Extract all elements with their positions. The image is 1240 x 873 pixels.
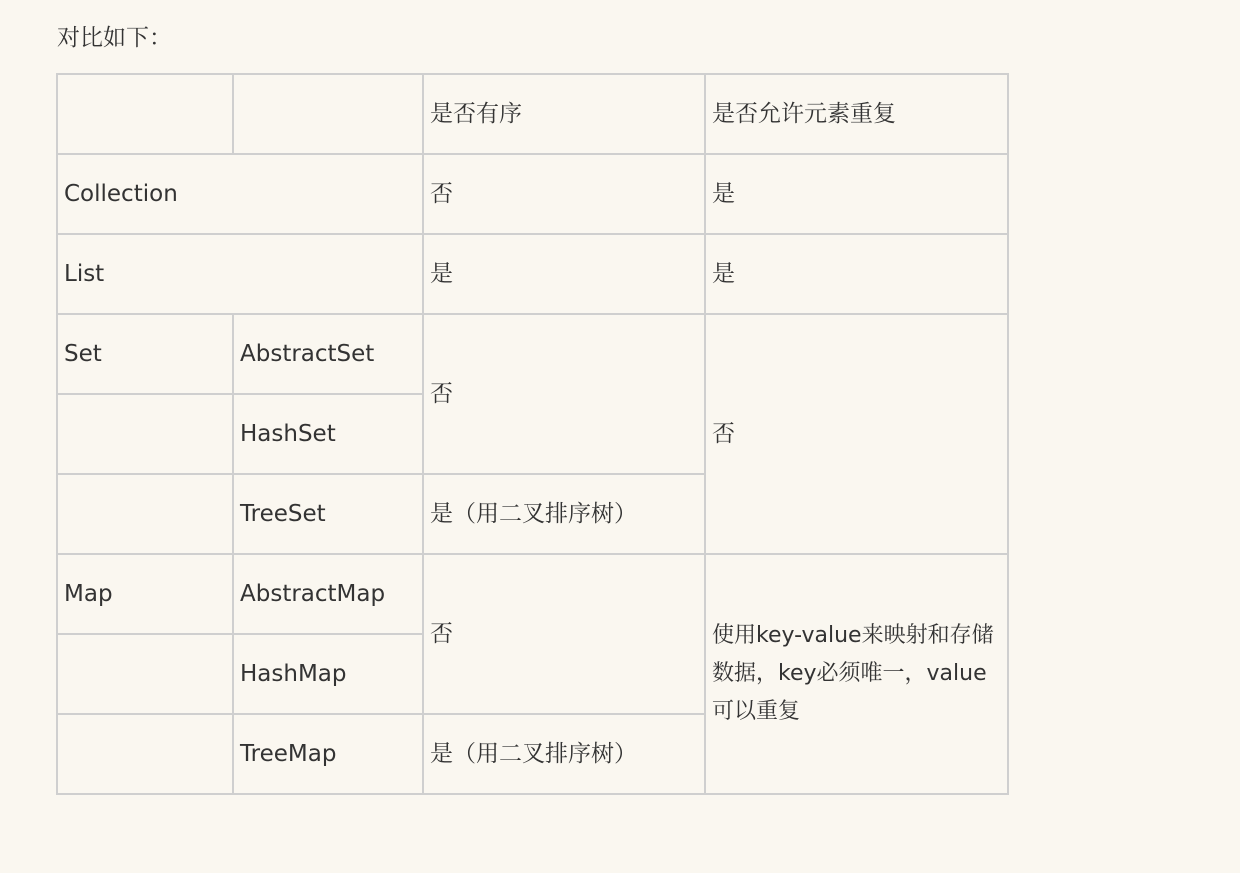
row-map-abstractmap: AbstractMap xyxy=(233,554,423,634)
comparison-table xyxy=(56,73,1009,795)
row-treeset-ordered: 是（用二叉排序树） xyxy=(423,474,705,554)
row-collection-ordered: 否 xyxy=(423,154,705,234)
header-empty-cell-1 xyxy=(57,74,233,154)
row-set-treeset: TreeSet xyxy=(233,474,423,554)
row-collection-name: Collection xyxy=(57,154,423,234)
row-set-ordered: 否 xyxy=(423,314,705,474)
intro-text: 对比如下： xyxy=(57,25,172,51)
row-map-ordered: 否 xyxy=(423,554,705,714)
header-ordered: 是否有序 xyxy=(423,74,705,154)
row-map-hashmap: HashMap xyxy=(233,634,423,714)
row-map-name: Map xyxy=(57,554,233,634)
table-row xyxy=(57,154,1008,234)
row-map-treemap: TreeMap xyxy=(233,714,423,794)
row-list-duplicates: 是 xyxy=(705,234,1008,314)
row-map-empty-cell xyxy=(57,634,233,714)
row-set-duplicates: 否 xyxy=(705,314,1008,554)
row-set-empty-cell xyxy=(57,474,233,554)
row-list-name: List xyxy=(57,234,423,314)
row-map-empty-cell xyxy=(57,714,233,794)
row-list-ordered: 是 xyxy=(423,234,705,314)
row-set-name: Set xyxy=(57,314,233,394)
header-duplicates: 是否允许元素重复 xyxy=(705,74,1008,154)
table-row xyxy=(57,234,1008,314)
table-header-row xyxy=(57,74,1008,154)
table-row xyxy=(57,314,1008,394)
row-set-hashset: HashSet xyxy=(233,394,423,474)
row-collection-duplicates: 是 xyxy=(705,154,1008,234)
row-treemap-ordered: 是（用二叉排序树） xyxy=(423,714,705,794)
row-map-duplicates: 使用key-value来映射和存储数据，key必须唯一，value可以重复 xyxy=(705,554,1008,794)
table-row xyxy=(57,554,1008,634)
header-empty-cell-2 xyxy=(233,74,423,154)
row-set-empty-cell xyxy=(57,394,233,474)
row-set-abstractset: AbstractSet xyxy=(233,314,423,394)
